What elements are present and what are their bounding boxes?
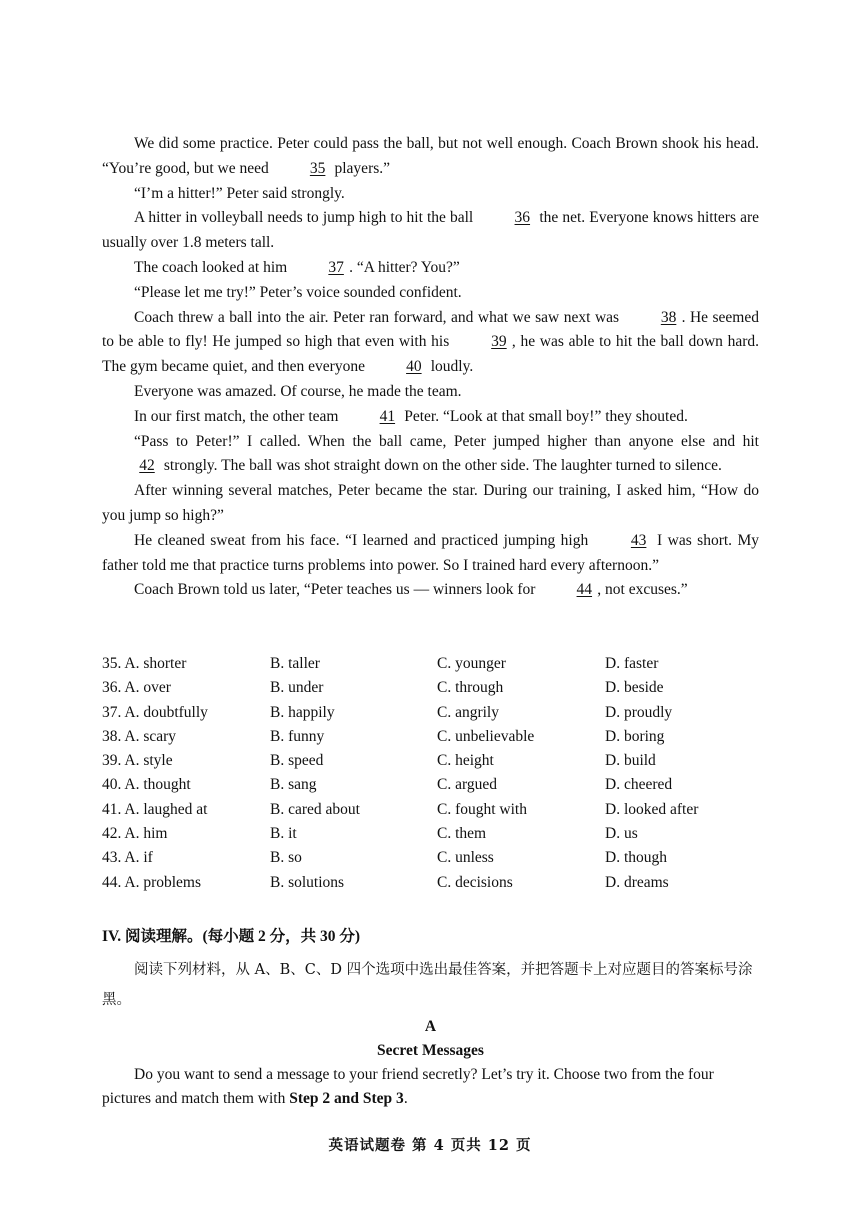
- option-d: D. build: [605, 752, 656, 770]
- reading-passage-a: [102, 1015, 759, 1111]
- option-a: 43. A. if: [102, 849, 153, 867]
- paragraph: Everyone was amazed. Of course, he made the team.: [134, 382, 462, 400]
- option-c: C. them: [437, 825, 487, 843]
- blank-37: 37: [328, 258, 344, 276]
- option-b: B. sang: [270, 776, 317, 794]
- option-b: B. it: [270, 825, 297, 843]
- option-c: C. argued: [437, 776, 497, 794]
- option-c: C. unbelievable: [437, 727, 535, 745]
- blank-40: 40: [406, 358, 422, 376]
- option-c: C. angrily: [437, 703, 499, 721]
- option-b: B. cared about: [270, 800, 360, 818]
- option-b: B. under: [270, 679, 324, 697]
- paragraph: “Please let me try!” Peter’s voice sounded confident.: [134, 283, 462, 301]
- option-a: 36. A. over: [102, 679, 171, 697]
- option-a: 40. A. thought: [102, 776, 191, 794]
- option-d: D. faster: [605, 655, 659, 672]
- option-c: C. height: [437, 752, 494, 770]
- paragraph: “I’m a hitter!” Peter said strongly.: [134, 184, 345, 202]
- option-b: B. speed: [270, 752, 324, 770]
- blank-38: 38: [660, 308, 677, 326]
- option-row: [102, 773, 762, 797]
- option-row: [102, 652, 762, 676]
- option-row: [102, 701, 762, 725]
- answer-options: [102, 652, 762, 895]
- option-d: D. us: [605, 825, 638, 843]
- paragraph: He cleaned sweat from his face. “I learned and practiced jumping high 43 I was short. My father told me that practice turns problems into power. So I trained hard every afternoon.”: [102, 529, 759, 579]
- option-c: C. unless: [437, 849, 494, 867]
- paragraph: A hitter in volleyball needs to jump high to hit the ball 36 the net. Everyone knows hitters are usually over 1.8 meters tall.: [102, 206, 759, 256]
- option-a: 39. A. style: [102, 752, 173, 770]
- blank-44: 44: [576, 581, 593, 599]
- option-row: [102, 822, 762, 846]
- option-c: C. younger: [437, 655, 506, 672]
- option-d: D. proudly: [605, 703, 673, 721]
- option-a: 37. A. doubtfully: [102, 703, 208, 721]
- option-row: [102, 798, 762, 822]
- cloze-passage: [102, 132, 759, 603]
- option-row: [102, 846, 762, 870]
- paragraph: Coach threw a ball into the air. Peter ran forward, and what we saw next was 38 . He seemed to be able to fly! He jumped so high that even with his 39 , he was able to hit the ball down hard. The gym became quiet, and then everyone 40 loudly.: [102, 306, 759, 380]
- option-d: D. dreams: [605, 873, 669, 891]
- blank-43: 43: [630, 531, 647, 549]
- blank-41: 41: [379, 407, 396, 425]
- page-footer: 英语试题卷 第 4 页共 12 页: [328, 1137, 532, 1154]
- option-a: 42. A. him: [102, 825, 168, 843]
- option-b: B. so: [270, 849, 302, 867]
- option-a: 35. A. shorter: [102, 655, 187, 672]
- paragraph: Coach Brown told us later, “Peter teaches us — winners look for 44 , not excuses.”: [102, 578, 759, 603]
- option-b: B. taller: [270, 655, 320, 672]
- option-row: [102, 725, 762, 749]
- option-c: C. decisions: [437, 873, 513, 891]
- paragraph: After winning several matches, Peter became the star. During our training, I asked him, “How do you jump so high?”: [102, 482, 759, 524]
- blank-36: 36: [514, 209, 531, 227]
- passage-intro: Do you want to send a message to your friend secretly? Let’s try it. Choose two from the four pictures and match them with Step 2 and Step 3.: [102, 1066, 714, 1107]
- option-d: D. boring: [605, 727, 665, 745]
- option-b: B. funny: [270, 727, 325, 745]
- paragraph: “Pass to Peter!” I called. When the ball came, Peter jumped higher than anyone else and hit 42 strongly. The ball was shot straight down on the other side. The laughter turned to silence.: [102, 430, 759, 480]
- option-c: C. through: [437, 679, 504, 697]
- option-row: [102, 871, 762, 895]
- option-d: D. looked after: [605, 800, 699, 818]
- paragraph: In our first match, the other team 41 Peter. “Look at that small boy!” they shouted.: [102, 405, 759, 430]
- reading-section-header: [102, 925, 762, 1015]
- passage-title: Secret Messages: [377, 1042, 484, 1059]
- option-d: D. though: [605, 849, 667, 867]
- option-d: D. cheered: [605, 776, 673, 794]
- section-title: IV. 阅读理解。(每小题 2 分，共 30 分): [102, 928, 361, 945]
- option-a: 38. A. scary: [102, 727, 177, 745]
- paragraph: We did some practice. Peter could pass the ball, but not well enough. Coach Brown shook his head. “You’re good, but we need 35 players.”: [102, 132, 759, 182]
- option-b: B. solutions: [270, 873, 345, 891]
- section-instruction: 阅读下列材料，从 A、B、C、D 四个选项中选出最佳答案，并把答题卡上对应题目的答案标号涂黑。: [102, 962, 753, 1008]
- option-d: D. beside: [605, 679, 664, 697]
- option-row: [102, 749, 762, 773]
- option-a: 41. A. laughed at: [102, 800, 208, 818]
- paragraph: The coach looked at him 37 . “A hitter? You?”: [102, 256, 759, 281]
- option-b: B. happily: [270, 703, 335, 721]
- option-c: C. fought with: [437, 800, 527, 818]
- passage-label: A: [424, 1018, 437, 1035]
- blank-42: 42: [139, 457, 155, 475]
- blank-35: 35: [309, 159, 326, 177]
- option-a: 44. A. problems: [102, 873, 202, 891]
- option-row: [102, 676, 762, 700]
- blank-39: 39: [491, 333, 507, 351]
